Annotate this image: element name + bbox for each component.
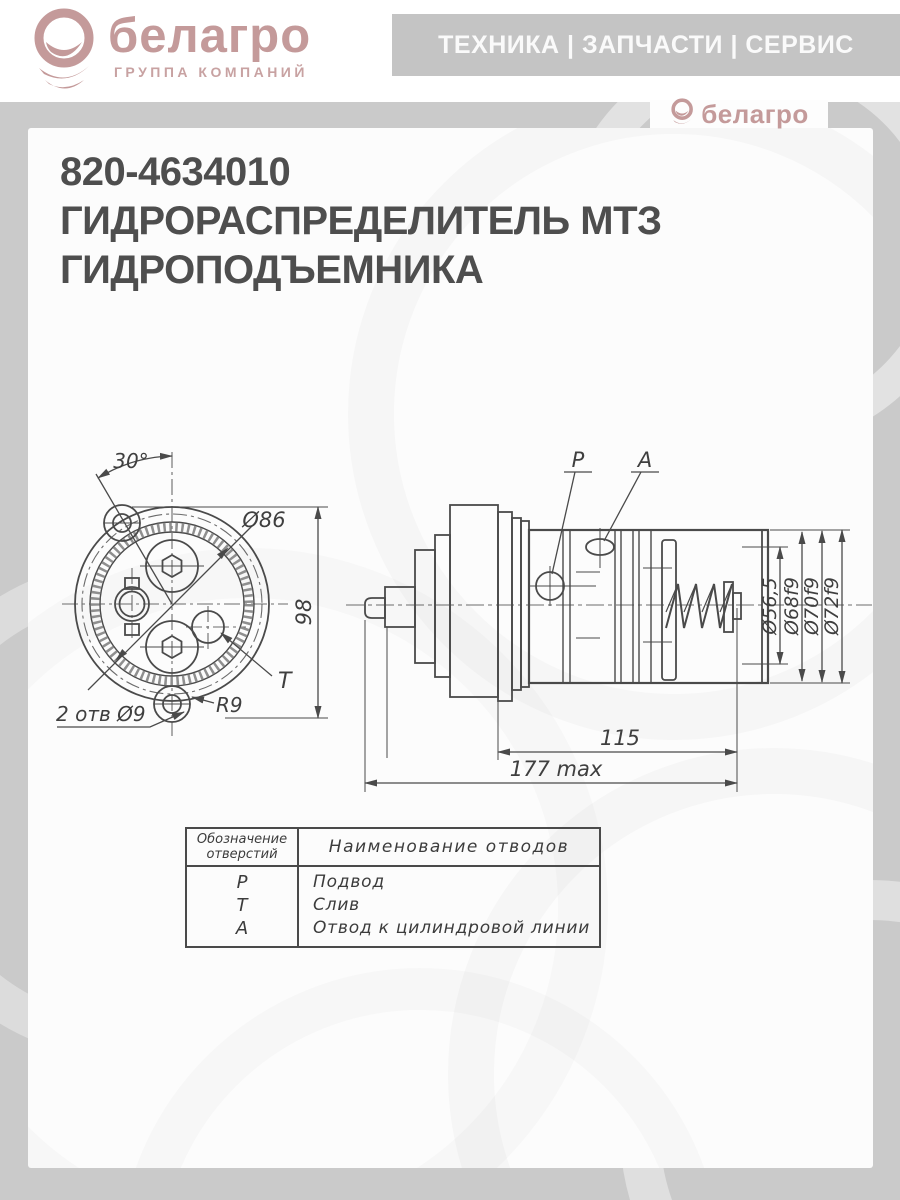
card-logo-tab bbox=[650, 100, 828, 128]
dim-dia-68f9: Ø68f9 bbox=[781, 577, 803, 635]
label-port-a: A bbox=[637, 448, 653, 472]
note-2-holes: 2 отв Ø9 bbox=[56, 702, 146, 726]
dim-dia-56-5: Ø56,5 bbox=[759, 577, 781, 635]
product-name-line1: ГИДРОРАСПРЕДЕЛИТЕЛЬ МТЗ bbox=[60, 199, 662, 243]
ports-table bbox=[185, 827, 601, 948]
ports-table-header bbox=[187, 829, 599, 867]
belagro-logo-small-icon bbox=[669, 97, 696, 130]
table-row-mark: А bbox=[187, 917, 299, 946]
dim-fillet-r9: R9 bbox=[216, 693, 243, 717]
product-title bbox=[60, 148, 662, 295]
table-row-name: Отвод к цилиндровой линии bbox=[313, 918, 591, 938]
dim-length-177max: 177 max bbox=[509, 757, 603, 781]
table-header-name: Наименование отводов bbox=[328, 837, 570, 857]
logo-tagline: ГРУППА КОМПАНИЙ bbox=[114, 64, 308, 80]
table-row-name: Подвод bbox=[313, 872, 385, 892]
dim-angle-30: 30° bbox=[113, 449, 149, 473]
product-name-line2: ГИДРОПОДЪЕМНИКА bbox=[60, 248, 484, 292]
table-row-mark: P bbox=[187, 867, 299, 894]
logo-wordmark: белагро bbox=[108, 9, 312, 63]
table-header-designation: Обозначение отверстий bbox=[187, 829, 299, 865]
dim-dia-72f9: Ø72f9 bbox=[821, 577, 843, 635]
dim-length-115: 115 bbox=[599, 726, 641, 750]
belagro-logo bbox=[28, 4, 311, 96]
label-port-p: P bbox=[571, 448, 585, 472]
card-logo-small-text: белагро bbox=[701, 98, 809, 129]
nav-banner-text: ТЕХНИКА | ЗАПЧАСТИ | СЕРВИС bbox=[438, 30, 854, 59]
table-row-name: Слив bbox=[313, 895, 361, 915]
label-port-t: T bbox=[278, 669, 292, 694]
ports-table-body bbox=[187, 867, 599, 946]
belagro-logo-icon bbox=[28, 4, 102, 96]
front-view bbox=[62, 452, 288, 736]
dim-dia-70f9: Ø70f9 bbox=[801, 577, 823, 635]
table-row-mark: T bbox=[187, 894, 299, 917]
site-header bbox=[0, 0, 900, 102]
product-code: 820-4634010 bbox=[60, 150, 291, 194]
dim-dia-86: Ø86 bbox=[242, 508, 286, 532]
dim-height-98: 98 bbox=[292, 598, 316, 626]
nav-banner bbox=[392, 14, 900, 76]
